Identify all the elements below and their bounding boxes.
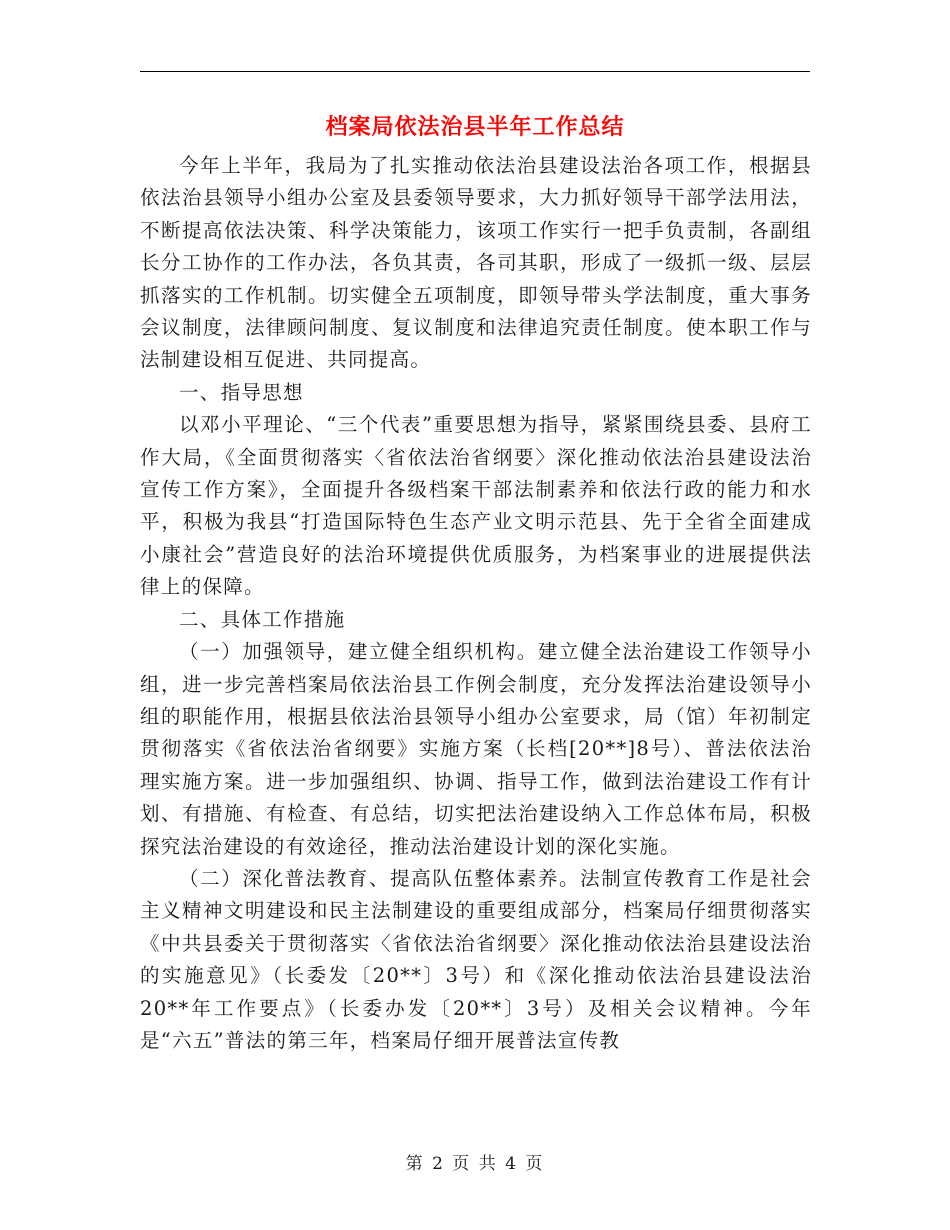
heading-guiding-ideology: 一、指导思想	[179, 380, 304, 404]
paragraph-measure-1: （一）加强领导，建立健全组织机构。建立健全法治建设工作领导小组，进一步完善档案局依法治县工作例会制度，充分发挥法治建设领导小组的职能作用，根据县依法治县领导小组办公室要求，局（馆）年初制定贯彻落实《省依法治省纲要》实施方案（长档[20**]8号）、普法依法治理实施方案。进一步加强组织、协调、指导工作，做到法治建设工作有计划、有措施、有检查、有总结，切实把法治建设纳入工作总体布局，积极探究法治建设的有效途径，推动法治建设计划的深化实施。	[140, 640, 812, 858]
header-rule	[140, 71, 810, 72]
paragraph-intro: 今年上半年，我局为了扎实推动依法治县建设法治各项工作，根据县依法治县领导小组办公室及县委领导要求，大力抓好领导干部学法用法，不断提高依法决策、科学决策能力，该项工作实行一把手负责制，各副组长分工协作的工作办法，各负其责，各司其职，形成了一级抓一级、层层抓落实的工作机制。切实健全五项制度，即领导带头学法制度，重大事务会议制度，法律顾问制度、复议制度和法律追究责任制度。使本职工作与法制建设相互促进、共同提高。	[140, 154, 812, 372]
paragraph-guiding-ideology: 以邓小平理论、“三个代表”重要思想为指导，紧紧围绕县委、县府工作大局，《全面贯彻落实〈省依法治省纲要〉深化推动依法治县建设法治宣传工作方案》，全面提升各级档案干部法制素养和依法行政的能力和水平，积极为我县“打造国际特色生态产业文明示范县、先于全省全面建成小康社会”营造良好的法治环境提供优质服务，为档案事业的进展提供法律上的保障。	[140, 413, 812, 599]
paragraph-measure-2: （二）深化普法教育、提高队伍整体素养。法制宣传教育工作是社会主义精神文明建设和民主法制建设的重要组成部分，档案局仔细贯彻落实《中共县委关于贯彻落实〈省依法治省纲要〉深化推动依法治县建设法治的实施意见》（长委发〔20**〕3号）和《深化推动依法治县建设法治20**年工作要点》（长委办发〔20**〕3号）及相关会议精神。今年是“六五”普法的第三年，档案局仔细开展普法宣传教	[140, 866, 812, 1052]
page-footer: 第 2 页 共 4 页	[405, 1154, 545, 1174]
heading-work-measures: 二、具体工作措施	[179, 607, 346, 631]
document-body	[140, 150, 812, 1057]
document-title: 档案局依法治县半年工作总结	[325, 114, 625, 140]
